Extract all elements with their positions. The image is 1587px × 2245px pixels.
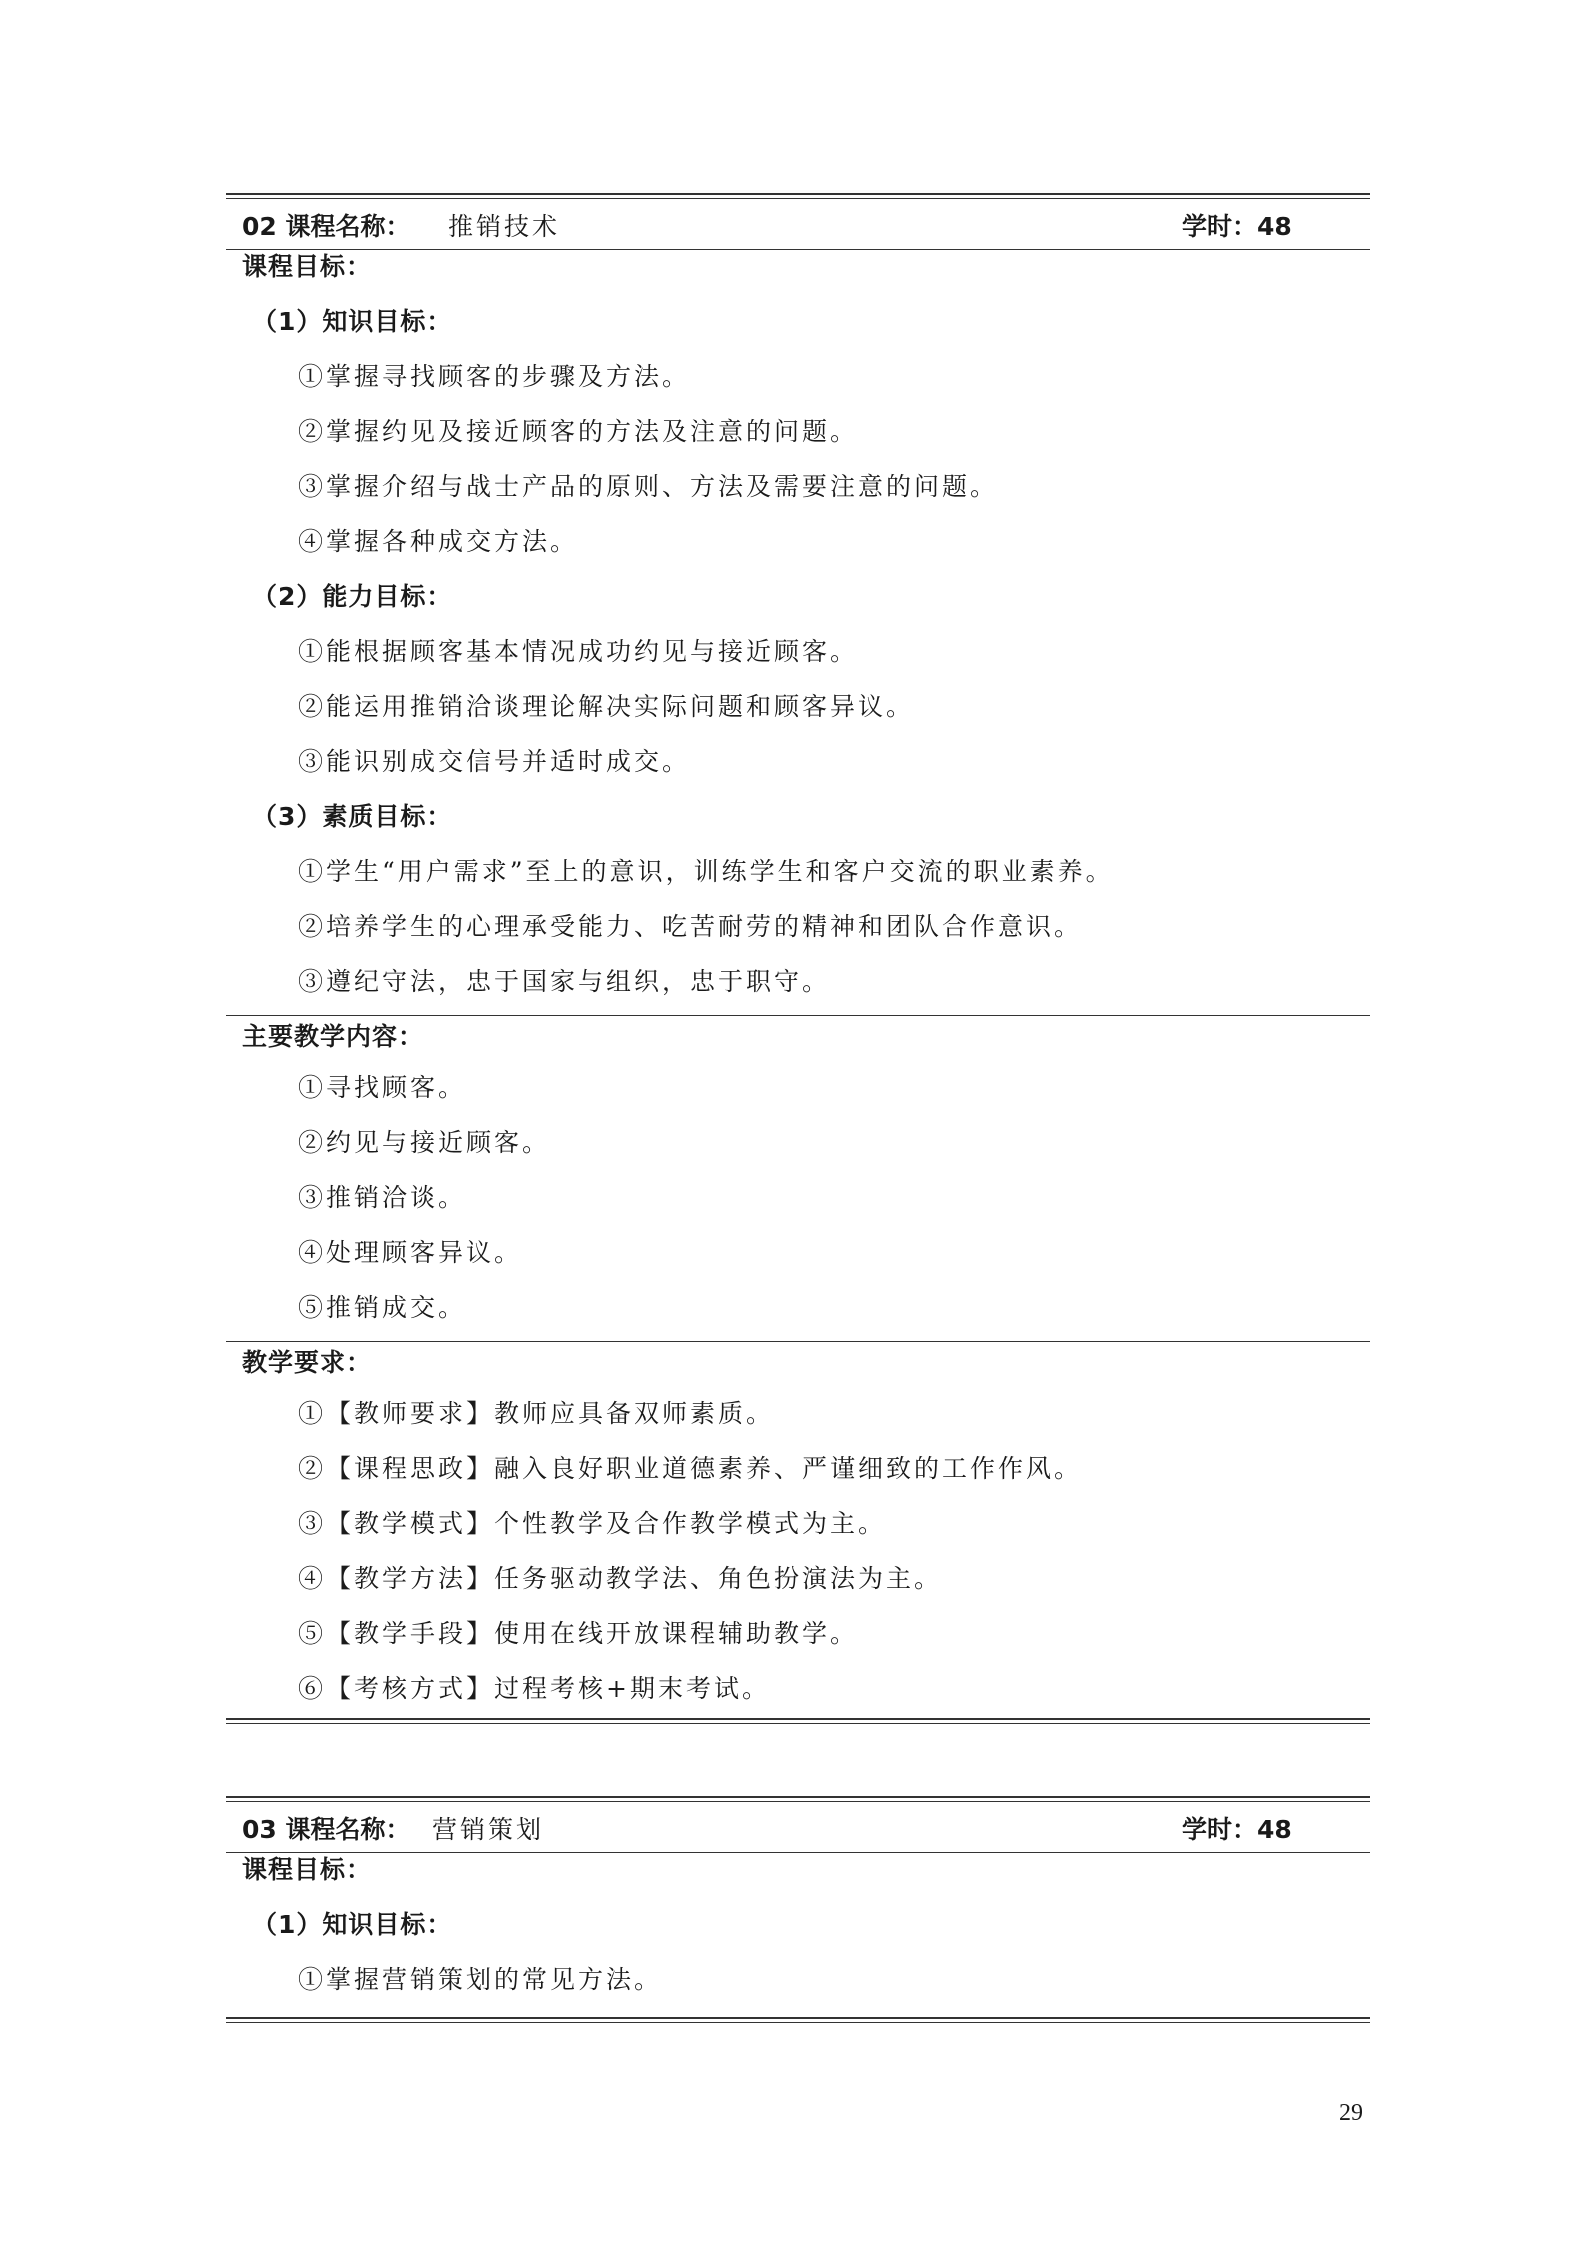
knowledge-item: ④掌握各种成交方法。 <box>298 527 579 556</box>
content-item: ⑤推销成交。 <box>298 1293 467 1322</box>
knowledge-item: ③掌握介绍与战士产品的原则、方法及需要注意的问题。 <box>298 472 999 501</box>
quality-item: ①学生“用户需求”至上的意识，训练学生和客户交流的职业素养。 <box>298 857 1114 886</box>
bottom-double-rule <box>226 1718 1370 1720</box>
content-item: ②约见与接近顾客。 <box>298 1128 551 1157</box>
course-number-label: 03 课程名称： <box>242 1815 411 1844</box>
course-hours: 学时：48 <box>1182 1815 1292 1844</box>
requirement-item: ③【教学模式】个性教学及合作教学模式为主。 <box>298 1509 887 1538</box>
ability-item: ②能运用推销洽谈理论解决实际问题和顾客异议。 <box>298 692 915 721</box>
course-number-label: 02 课程名称： <box>242 212 411 241</box>
quality-goals-title: （3）素质目标： <box>252 802 453 831</box>
content-item: ①寻找顾客。 <box>298 1073 467 1102</box>
content-item: ④处理顾客异议。 <box>298 1238 523 1267</box>
requirements-title: 教学要求： <box>242 1348 373 1377</box>
requirement-item: ⑥【考核方式】过程考核+期末考试。 <box>298 1674 770 1703</box>
ability-item: ①能根据顾客基本情况成功约见与接近顾客。 <box>298 637 859 666</box>
knowledge-goals-title: （1）知识目标： <box>252 1910 453 1939</box>
page-number: 29 <box>1339 2100 1363 2126</box>
ability-item: ③能识别成交信号并适时成交。 <box>298 747 691 776</box>
knowledge-item: ①掌握寻找顾客的步骤及方法。 <box>298 362 691 391</box>
requirement-item: ④【教学方法】任务驱动教学法、角色扮演法为主。 <box>298 1564 943 1593</box>
course-header <box>226 195 1370 249</box>
knowledge-goals-title: （1）知识目标： <box>252 307 453 336</box>
bottom-double-rule <box>226 2017 1370 2019</box>
requirement-item: ②【课程思政】融入良好职业道德素养、严谨细致的工作作风。 <box>298 1454 1083 1483</box>
quality-item: ③遵纪守法，忠于国家与组织，忠于职守。 <box>298 967 831 996</box>
content-title: 主要教学内容： <box>242 1022 425 1051</box>
course-03-block <box>226 1796 1370 2019</box>
requirement-item: ①【教师要求】教师应具备双师素质。 <box>298 1399 775 1428</box>
ability-goals-title: （2）能力目标： <box>252 582 453 611</box>
quality-item: ②培养学生的心理承受能力、吃苦耐劳的精神和团队合作意识。 <box>298 912 1083 941</box>
course-name: 推销技术 <box>448 212 561 241</box>
goals-title: 课程目标： <box>242 252 373 281</box>
knowledge-item: ①掌握营销策划的常见方法。 <box>298 1965 663 1994</box>
course-02-block <box>226 193 1370 1720</box>
requirement-item: ⑤【教学手段】使用在线开放课程辅助教学。 <box>298 1619 859 1648</box>
knowledge-item: ②掌握约见及接近顾客的方法及注意的问题。 <box>298 417 859 446</box>
course-hours: 学时：48 <box>1182 212 1292 241</box>
course-name: 营销策划 <box>432 1815 545 1844</box>
course-header <box>226 1798 1370 1852</box>
content-item: ③推销洽谈。 <box>298 1183 467 1212</box>
goals-title: 课程目标： <box>242 1855 373 1884</box>
